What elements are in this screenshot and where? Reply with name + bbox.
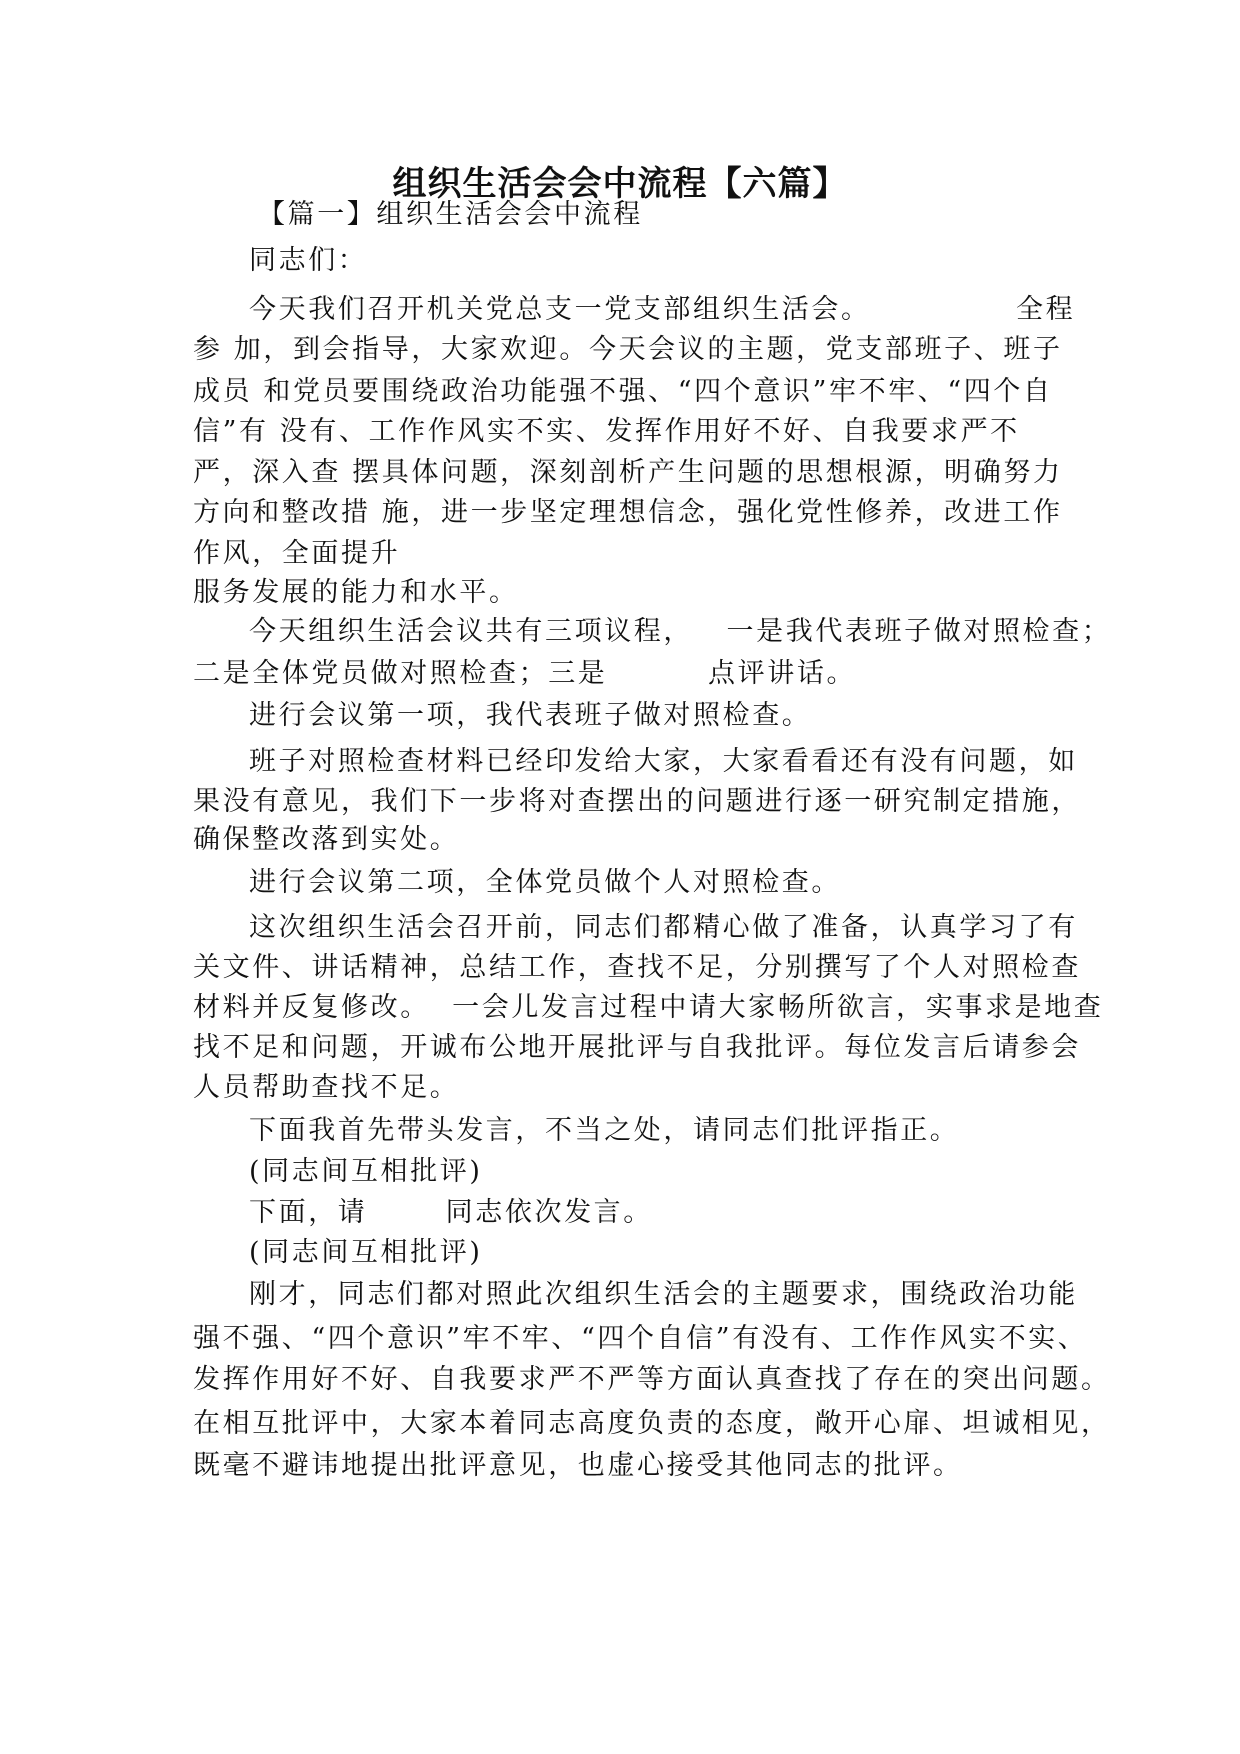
paragraph-line: 果没有意见，我们下一步将对查摆出的问题进行逐一研究制定措施， <box>193 786 1081 817</box>
paragraph-line: 这次组织生活会召开前，同志们都精心做了准备，认真学习了有 <box>249 912 1078 943</box>
paragraph-line: 关文件、讲话精神，总结工作，查找不足，分别撰写了个人对照检查 <box>193 952 1081 983</box>
paragraph-line: 材料并反复修改。 一会儿发言过程中请大家畅所欲言，实事求是地查 <box>193 992 1104 1023</box>
paragraph-line: 今天我们召开机关党总支一党支部组织生活会。 全程 <box>249 294 1076 325</box>
paragraph-line: 人员帮助查找不足。 <box>193 1072 460 1103</box>
paragraph-line: 成员 和党员要围绕政治功能强不强、“四个意识”牢不牢、“四个自 <box>193 376 1053 407</box>
document-title: 组织生活会会中流程【六篇】 <box>392 164 848 204</box>
paragraph-line: 信”有 没有、工作作风实不实、发挥作用好不好、自我要求严不 <box>193 416 1020 447</box>
stage-direction: (同志间互相批评) <box>249 1237 483 1268</box>
paragraph-line: 服务发展的能力和水平。 <box>193 577 519 608</box>
paragraph-line: 作风，全面提升 <box>193 538 401 569</box>
paragraph-line: 发挥作用好不好、自我要求严不严等方面认真查找了存在的突出问题。 <box>193 1364 1111 1395</box>
paragraph-line: 确保整改落到实处。 <box>193 824 460 855</box>
paragraph-line: 班子对照检查材料已经印发给大家，大家看看还有没有问题，如 <box>249 746 1078 777</box>
paragraph-line: 强不强、“四个意识”牢不牢、“四个自信”有没有、工作作风实不实、 <box>193 1323 1088 1354</box>
paragraph-line: 严，深入查 摆具体问题，深刻剖析产生问题的思想根源，明确努力 <box>193 457 1063 488</box>
paragraph-line: 在相互批评中，大家本着同志高度负责的态度，敞开心扉、坦诚相见， <box>193 1408 1111 1439</box>
paragraph-line: 进行会议第二项，全体党员做个人对照检查。 <box>249 867 841 898</box>
paragraph-line: 二是全体党员做对照检查；三是 点评讲话。 <box>193 658 857 689</box>
section-heading: 【篇一】组织生活会会中流程 <box>258 199 643 230</box>
paragraph-line: 既毫不避讳地提出批评意见，也虚心接受其他同志的批评。 <box>193 1450 963 1481</box>
stage-direction: (同志间互相批评) <box>249 1156 483 1187</box>
paragraph-line: 今天组织生活会议共有三项议程， 一是我代表班子做对照检查； <box>249 616 1112 647</box>
paragraph-line: 方向和整改措 施，进一步坚定理想信念，强化党性修养，改进工作 <box>193 497 1063 528</box>
paragraph-line: 进行会议第一项，我代表班子做对照检查。 <box>249 700 812 731</box>
salutation: 同志们： <box>249 245 368 276</box>
paragraph-line: 找不足和问题，开诚布公地开展批评与自我批评。每位发言后请参会 <box>193 1032 1081 1063</box>
paragraph-line: 参 加，到会指导，大家欢迎。今天会议的主题，党支部班子、班子 <box>193 334 1063 365</box>
paragraph-line: 下面我首先带头发言，不当之处，请同志们批评指正。 <box>249 1115 960 1146</box>
paragraph-line: 下面，请 同志依次发言。 <box>249 1197 653 1228</box>
paragraph-line: 刚才，同志们都对照此次组织生活会的主题要求，围绕政治功能 <box>249 1279 1078 1310</box>
